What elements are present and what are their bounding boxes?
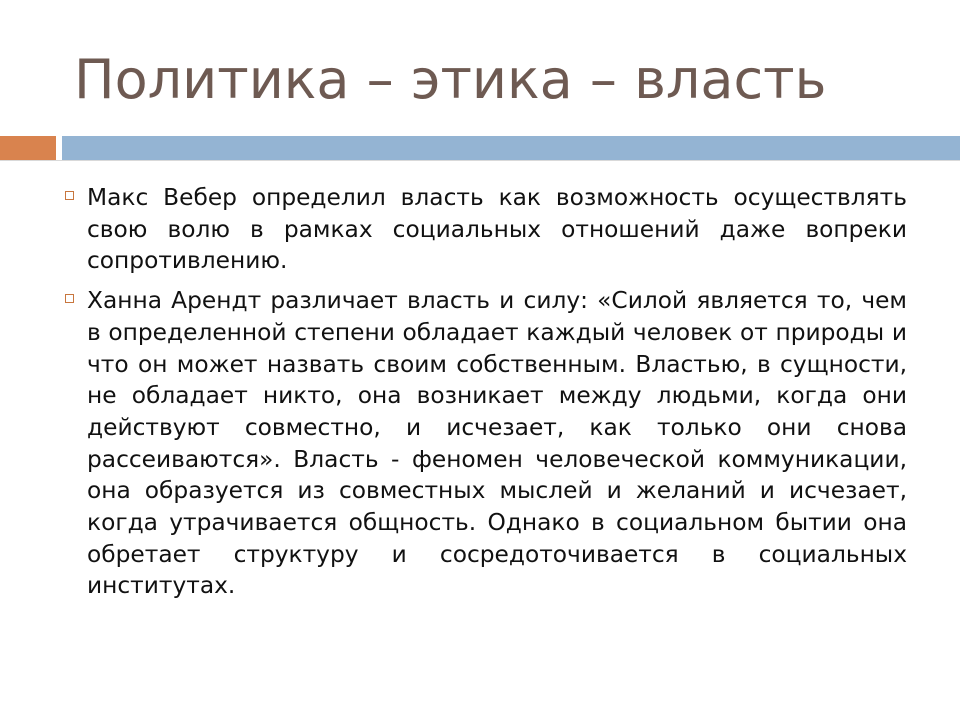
square-bullet-icon — [65, 294, 74, 303]
square-bullet-icon — [65, 191, 74, 200]
slide-title: Политика – этика – власть — [74, 48, 827, 111]
accent-bar-orange — [0, 136, 56, 160]
bullet-list — [60, 182, 907, 610]
divider-line — [0, 160, 960, 161]
bullet-text: Макс Вебер определил власть как возможность осуществлять свою волю в рамках социальных отношений даже вопреки сопротивлению. — [87, 184, 907, 275]
bullet-item — [60, 285, 907, 602]
accent-bar-blue — [62, 136, 960, 160]
bullet-text: Ханна Арендт различает власть и силу: «Силой является то, чем в определенной степени обладает каждый человек от природы и что он может назвать своим собственным. Властью, в сущности, не обладает никто, она возникает между людьми, когда они действуют совместно, и исчезает, как только они снова рассеиваются». Власть - феномен человеческой коммуникации, она образуется из совместных мыслей и желаний и исчезает, когда утрачивается общность. Однако в социальном бытии она обретает структуру и сосредоточивается в социальных институтах. — [87, 287, 907, 600]
bullet-item — [60, 182, 907, 277]
